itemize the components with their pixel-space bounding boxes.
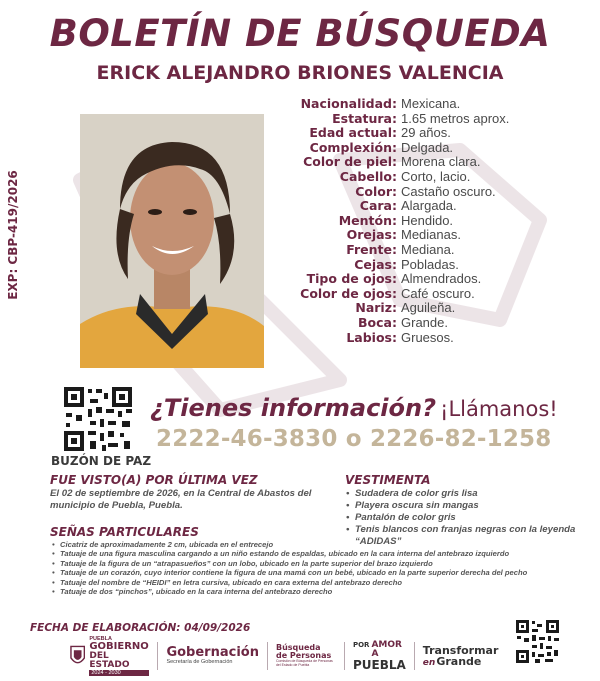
detail-label: Cara: — [359, 198, 397, 214]
detail-value: Castaño oscuro. — [401, 183, 496, 199]
list-item: • Tatuaje de un corazón, cuyo interior contiene la figura de una mamá con un bebé, ubicado en la parte superior derecha del pecho — [50, 568, 570, 577]
detail-label: Nacionalidad: — [300, 96, 397, 111]
list-item: • Sudadera de color gris lisa — [345, 488, 585, 500]
detail-label: Color: — [355, 183, 397, 199]
detail-label: Labios: — [346, 329, 397, 345]
detail-label: Tipo de ojos: — [306, 271, 397, 287]
gobierno-text-2: DEL ESTADO — [89, 651, 130, 670]
gobierno-text-1: GOBIERNO — [89, 641, 149, 652]
detail-value: Hendido. — [401, 212, 454, 228]
busqueda-text-2: de Personas — [275, 651, 332, 661]
detail-label: Estatura: — [332, 110, 397, 126]
distinguishing-marks-list — [50, 540, 570, 596]
gobierno-top: PUEBLA — [89, 635, 112, 642]
detail-value: Grande. — [401, 314, 448, 330]
detail-label: Edad actual: — [309, 125, 397, 141]
detail-label: Boca: — [358, 314, 397, 330]
expediente-number: EXP: CBP-419/2026 — [6, 170, 20, 300]
detail-row — [296, 228, 586, 243]
list-item: • Playera oscura sin mangas — [345, 500, 585, 512]
detail-value: Delgada. — [401, 139, 454, 155]
phone-numbers[interactable]: 2222-46-3830 o 2226-82-1258 — [156, 426, 552, 452]
gobierno-logo — [62, 635, 157, 676]
transformar-text-1: Transformar — [422, 643, 499, 657]
info-question: ¿Tienes información? — [150, 394, 437, 422]
last-seen-section — [50, 473, 320, 512]
buzon-label: BUZÓN DE PAZ — [50, 454, 152, 468]
amor-text-3: PUEBLA — [352, 658, 406, 672]
amor-text-1: POR — [352, 641, 370, 649]
physical-details — [296, 97, 586, 345]
detail-row — [296, 214, 586, 229]
distinguishing-marks-heading: SEÑAS PARTICULARES — [50, 525, 199, 539]
busqueda-logo — [267, 642, 344, 670]
detail-label: Complexión: — [309, 139, 397, 155]
detail-value: Café oscuro. — [401, 285, 475, 301]
detail-row — [296, 155, 586, 170]
list-item: • Tatuaje de dos “pinchos”, ubicado en la cara interna del antebrazo derecho — [50, 587, 570, 596]
gobierno-years: 2024 - 2030 — [89, 670, 149, 676]
detail-value: Gruesos. — [401, 329, 454, 345]
detail-value: Morena clara. — [401, 154, 481, 170]
detail-label: Frente: — [346, 241, 397, 257]
detail-label: Orejas: — [346, 227, 397, 243]
person-name: ERICK ALEJANDRO BRIONES VALENCIA — [96, 62, 504, 84]
detail-row — [296, 287, 586, 302]
list-item: • Cicatriz de aproximadamente 2 cm, ubicada en el entrecejo — [50, 540, 570, 549]
detail-label: Mentón: — [338, 212, 397, 228]
detail-row — [296, 272, 586, 287]
detail-label: Color de piel: — [303, 154, 397, 170]
detail-row — [296, 301, 586, 316]
detail-row — [296, 316, 586, 331]
detail-row — [296, 170, 586, 185]
detail-label: Color de ojos: — [300, 285, 397, 301]
busqueda-sub: Comisión de Búsqueda de Personas del Estado de Puebla — [275, 659, 333, 667]
transformar-text-2: Grande — [436, 654, 482, 668]
detail-row — [296, 185, 586, 200]
gobernacion-text: Gobernación — [166, 645, 259, 661]
detail-value: Almendrados. — [401, 271, 482, 287]
footer-logos — [62, 635, 502, 676]
detail-label: Cejas: — [354, 256, 397, 272]
bulletin-title: BOLETÍN DE BÚSQUEDA — [49, 12, 551, 55]
elaboration-date: FECHA DE ELABORACIÓN: 04/09/2026 — [30, 622, 251, 634]
list-item: • Pantalón de color gris — [345, 512, 585, 524]
detail-row — [296, 199, 586, 214]
detail-row — [296, 258, 586, 273]
detail-row — [296, 141, 586, 156]
list-item: • Tatuaje de la figura de un “atrapasueños” con un lobo, ubicado en la parte superior del brazo izquierdo — [50, 559, 570, 568]
detail-value: Medianas. — [401, 227, 461, 243]
detail-label: Nariz: — [355, 300, 397, 316]
amor-text-2: AMOR A — [371, 640, 402, 659]
detail-value: Mediana. — [401, 241, 455, 257]
detail-value: 29 años. — [401, 125, 451, 141]
detail-row — [296, 331, 586, 346]
shield-icon — [70, 644, 85, 668]
info-prompt — [150, 394, 558, 422]
transformar-logo — [414, 642, 507, 670]
detail-value: Aguileña. — [401, 300, 456, 316]
distinguishing-marks-section — [50, 525, 570, 596]
list-item: • Tatuaje de una figura masculina cargando a un niño estando de espaldas, ubicado en la cara interna del antebrazo izquierdo — [50, 549, 570, 558]
info-call: ¡Llámanos! — [440, 397, 558, 421]
detail-row — [296, 97, 586, 112]
gobernacion-logo — [157, 642, 267, 670]
clothing-heading: VESTIMENTA — [345, 473, 431, 487]
person-photo — [80, 114, 264, 368]
qr-code-icon[interactable] — [515, 619, 560, 664]
detail-value: Mexicana. — [401, 96, 461, 111]
detail-label: Cabello: — [339, 168, 397, 184]
detail-row — [296, 243, 586, 258]
detail-row — [296, 126, 586, 141]
list-item: • Tenis blancos con franjas negras con la leyenda “ADIDAS” — [345, 524, 585, 548]
list-item: • Tatuaje del nombre de “HEIDI” en letra cursiva, ubicado en cara externa del antebrazo derecho — [50, 578, 570, 587]
qr-code-icon[interactable] — [62, 385, 134, 453]
detail-value: Corto, lacio. — [401, 168, 471, 184]
detail-value: Pobladas. — [401, 256, 459, 272]
detail-value: Alargada. — [401, 198, 457, 214]
amor-puebla-logo — [344, 642, 414, 670]
last-seen-text: El 02 de septiembre de 2026, en la Central de Abastos del municipio de Puebla, Puebla. — [50, 488, 312, 511]
busqueda-text-1: Búsqueda — [275, 643, 321, 653]
gobernacion-sub: Secretaría de Gobernación — [166, 659, 233, 666]
detail-row — [296, 112, 586, 127]
detail-value: 1.65 metros aprox. — [401, 110, 510, 126]
last-seen-heading: FUE VISTO(A) POR ÚLTIMA VEZ — [50, 473, 258, 487]
transformar-en: en — [422, 657, 436, 668]
